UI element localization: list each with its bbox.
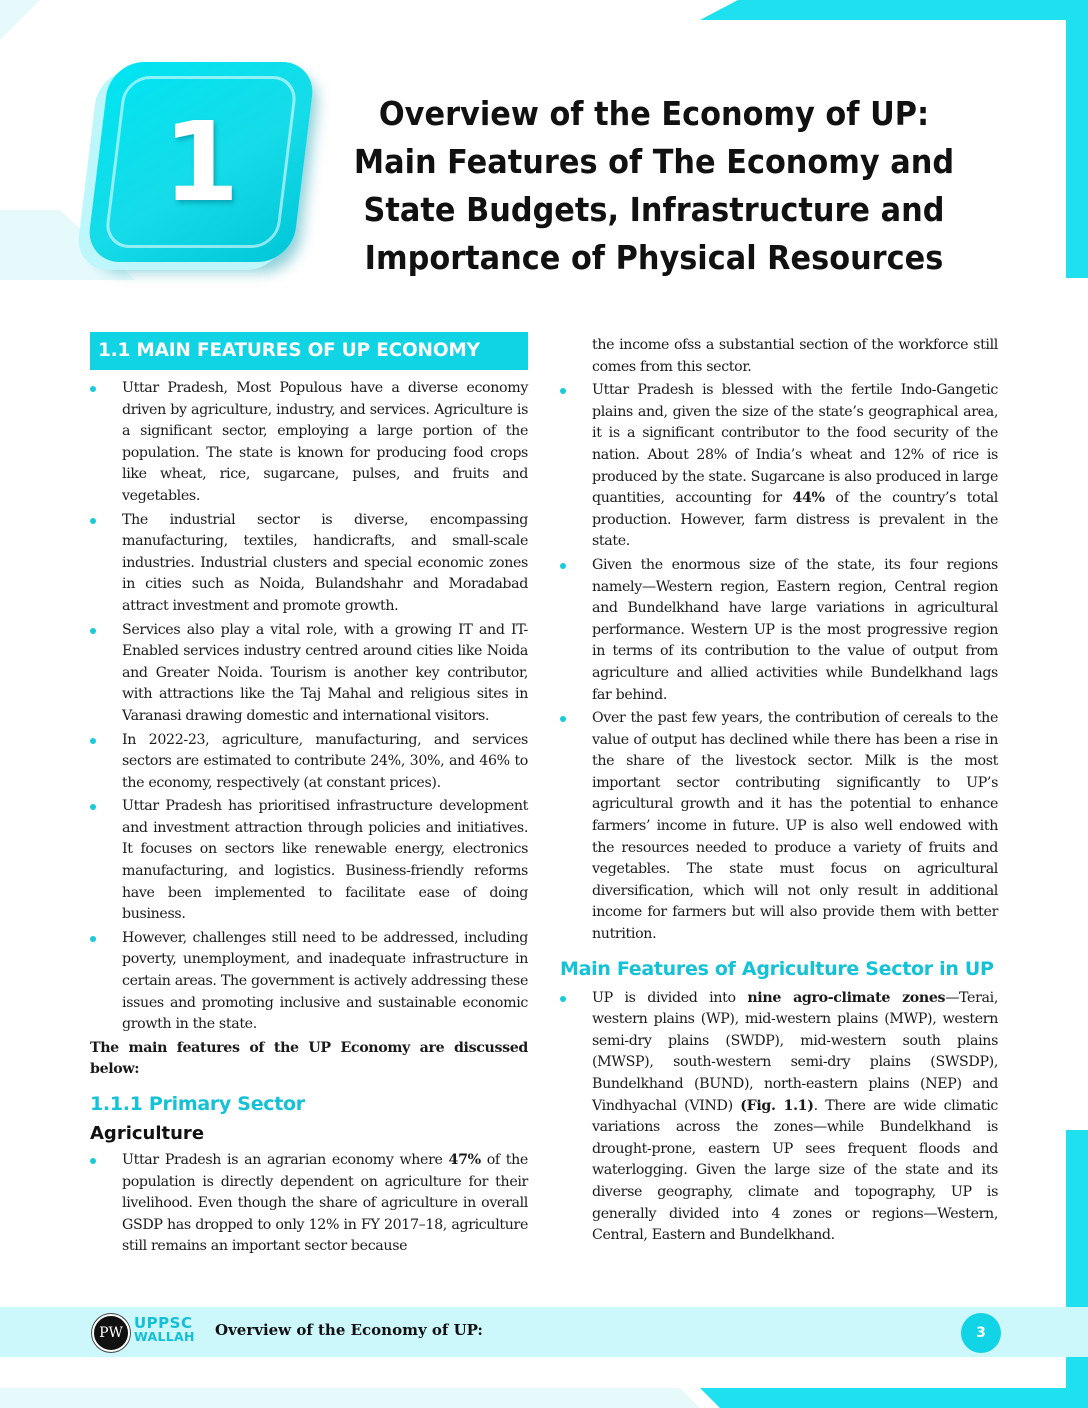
agriculture-continuation: the income ofss a substantial section of the workforce still comes from this sector. (592, 337, 998, 375)
chapter-number: 1 (162, 98, 240, 226)
agro-climate-bullet-list (560, 988, 998, 1247)
chapter-title-line: Overview of the Economy of UP: (378, 94, 930, 133)
chapter-title (349, 90, 960, 282)
bullet-icon (560, 563, 566, 569)
bullet-icon (90, 628, 96, 634)
list-item (90, 796, 528, 926)
chapter-title-line: Importance of Physical Resources (364, 238, 944, 277)
bullet-icon (90, 386, 96, 392)
list-item-text: Uttar Pradesh, Most Populous have a diverse economy driven by agriculture, industry, and services. Agriculture is a significant sector, employing a large portion of the population. The state is known for producing food crops like wheat, rice, sugarcane, pulses, and fruits and vegetables. (122, 380, 528, 504)
list-item-text: However, challenges still need to be addressed, including poverty, unemployment, and inadequate infrastructure in certain areas. The government is actively addressing these issues and promoting inclusive and sustainable economic growth in the state. (122, 929, 528, 1033)
list-item (90, 1150, 528, 1258)
economy-bullet-list (90, 378, 528, 1036)
list-item-text: . There are wide climatic variations across the zones—while Bundelkhand is drought-prone, eastern UP sees frequent floods and waterlogging. Given the large size of the state and its diverse geography, climate and topography, UP is generally divided into 4 zones or regions—Western, Central, Eastern and Bundelkhand. (592, 1097, 998, 1244)
list-item-text: Uttar Pradesh is an agrarian economy where (122, 1152, 449, 1168)
bullet-icon (90, 1158, 96, 1164)
section-heading-1-1-1: 1.1.1 Primary Sector (90, 1093, 305, 1115)
agriculture-features-heading: Main Features of Agriculture Sector in UP (560, 957, 994, 980)
bullet-icon (90, 518, 96, 524)
list-item-text: —Terai, western plains (WP), mid-western plains (MWP), western semi-dry plains (SWDP), mid-western south plains (MWSP), south-western semi-dry plains (SWSDP), Bundelkhand (BUND), north-eastern plains (NEP) and Vindhyachal (VIND) (592, 989, 998, 1114)
right-column (560, 335, 998, 1249)
bullet-icon (560, 996, 566, 1002)
list-item (90, 928, 528, 1036)
agriculture-subheading: Agriculture (90, 1123, 205, 1144)
list-item (560, 380, 998, 553)
list-item-text: UP is divided into (592, 989, 748, 1006)
list-item (560, 708, 998, 946)
chapter-title-line: Main Features of The Economy and (353, 142, 955, 181)
list-item (560, 988, 998, 1247)
chapter-title-line: State Budgets, Infrastructure and (363, 190, 945, 229)
bullet-icon (90, 804, 96, 810)
list-item (90, 620, 528, 728)
brand-logo-text (134, 1316, 195, 1344)
agriculture-bullet-list (90, 1150, 528, 1258)
list-item-text: Over the past few years, the contribution of cereals to the value of output has declined while there has been a rise in the share of the livestock sector. Milk is the most important sector contributing significantly to UP’s agricultural growth and it has the potential to enhance farmers’ income in future. UP is also well endowed with the resources needed to produce a variety of fruits and vegetables. The state must focus on agricultural diversification, which will not only result in additional income for farmers but will also provide them with better nutrition. (592, 710, 998, 943)
list-item-text: of the country’s total production. However, farm distress is prevalent in the state. (592, 490, 998, 550)
list-item-text: The industrial sector is diverse, encompassing manufacturing, textiles, handicrafts, and small-scale industries. Industrial clusters and special economic zones in cities such as Noida, Bulandshahr and Moradabad attract investment and promote growth. (122, 511, 528, 614)
figure-reference: (Fig. 1.1) (740, 1097, 814, 1114)
list-item (90, 510, 528, 618)
list-item (90, 378, 528, 508)
list-item-text: Uttar Pradesh is blessed with the fertile Indo-Gangetic plains and, given the size of the state’s geographical area, it is a significant contributor to the food security of the nation. About 28% of India’s wheat and 12% of rice is produced by the state. Sugarcane is also produced in large quantities, accounting for (592, 382, 998, 507)
main-features-intro: The main features of the UP Economy are discussed below: (90, 1039, 528, 1078)
bullet-icon (90, 738, 96, 744)
bullet-icon (560, 716, 566, 722)
list-item-text: Uttar Pradesh has prioritised infrastructure development and investment attraction through policies and initiatives. It focuses on sectors like renewable energy, electronics manufacturing, and logistics. Business-friendly reforms have been implemented to facilitate ease of doing business. (122, 798, 528, 923)
highlight-percent: 47% (448, 1152, 481, 1168)
highlight-percent: 44% (792, 490, 825, 507)
section-heading-1-1: 1.1 MAIN FEATURES OF UP ECONOMY (90, 332, 528, 370)
list-item (560, 555, 998, 706)
list-item-text: Given the enormous size of the state, its four regions namely—Western region, Eastern region, Central region and Bundelkhand have large variations in agricultural performance. Western UP is the most progressive region in terms of its contribution to the value of output from agriculture and allied activities while Bundelkhand lags far behind. (592, 556, 998, 703)
list-item (90, 730, 528, 795)
pw-logo-icon: PW (92, 1314, 130, 1352)
page-number-badge: 3 (961, 1313, 1001, 1353)
logo-line-1: UPPSC (134, 1314, 193, 1332)
list-item-text: of the population is directly dependent on agriculture for their livelihood. Even though the share of agriculture in overall GSDP has dropped to only 12% in FY 2017–18, agriculture still remains an important sector because (122, 1152, 528, 1255)
list-item-text: In 2022-23, agriculture, manufacturing, and services sectors are estimated to contribute 24%, 30%, and 46% to the economy, respectively (at constant prices). (122, 731, 528, 791)
bullet-icon (560, 388, 566, 394)
bullet-icon (90, 936, 96, 942)
chapter-number-tile (86, 62, 317, 262)
left-column (90, 326, 528, 1260)
highlight-term: nine agro-climate zones (747, 989, 946, 1006)
logo-line-2: WALLAH (134, 1329, 195, 1344)
agriculture-bullet-list-continued (560, 380, 998, 945)
list-item-text: Services also play a vital role, with a growing IT and IT-Enabled services industry centred around cities like Noida and Greater Noida. Tourism is another key contributor, with attractions like the Taj Mahal and religious sites in Varanasi drawing domestic and international visitors. (122, 621, 528, 724)
footer-title: Overview of the Economy of UP: (215, 1321, 483, 1339)
